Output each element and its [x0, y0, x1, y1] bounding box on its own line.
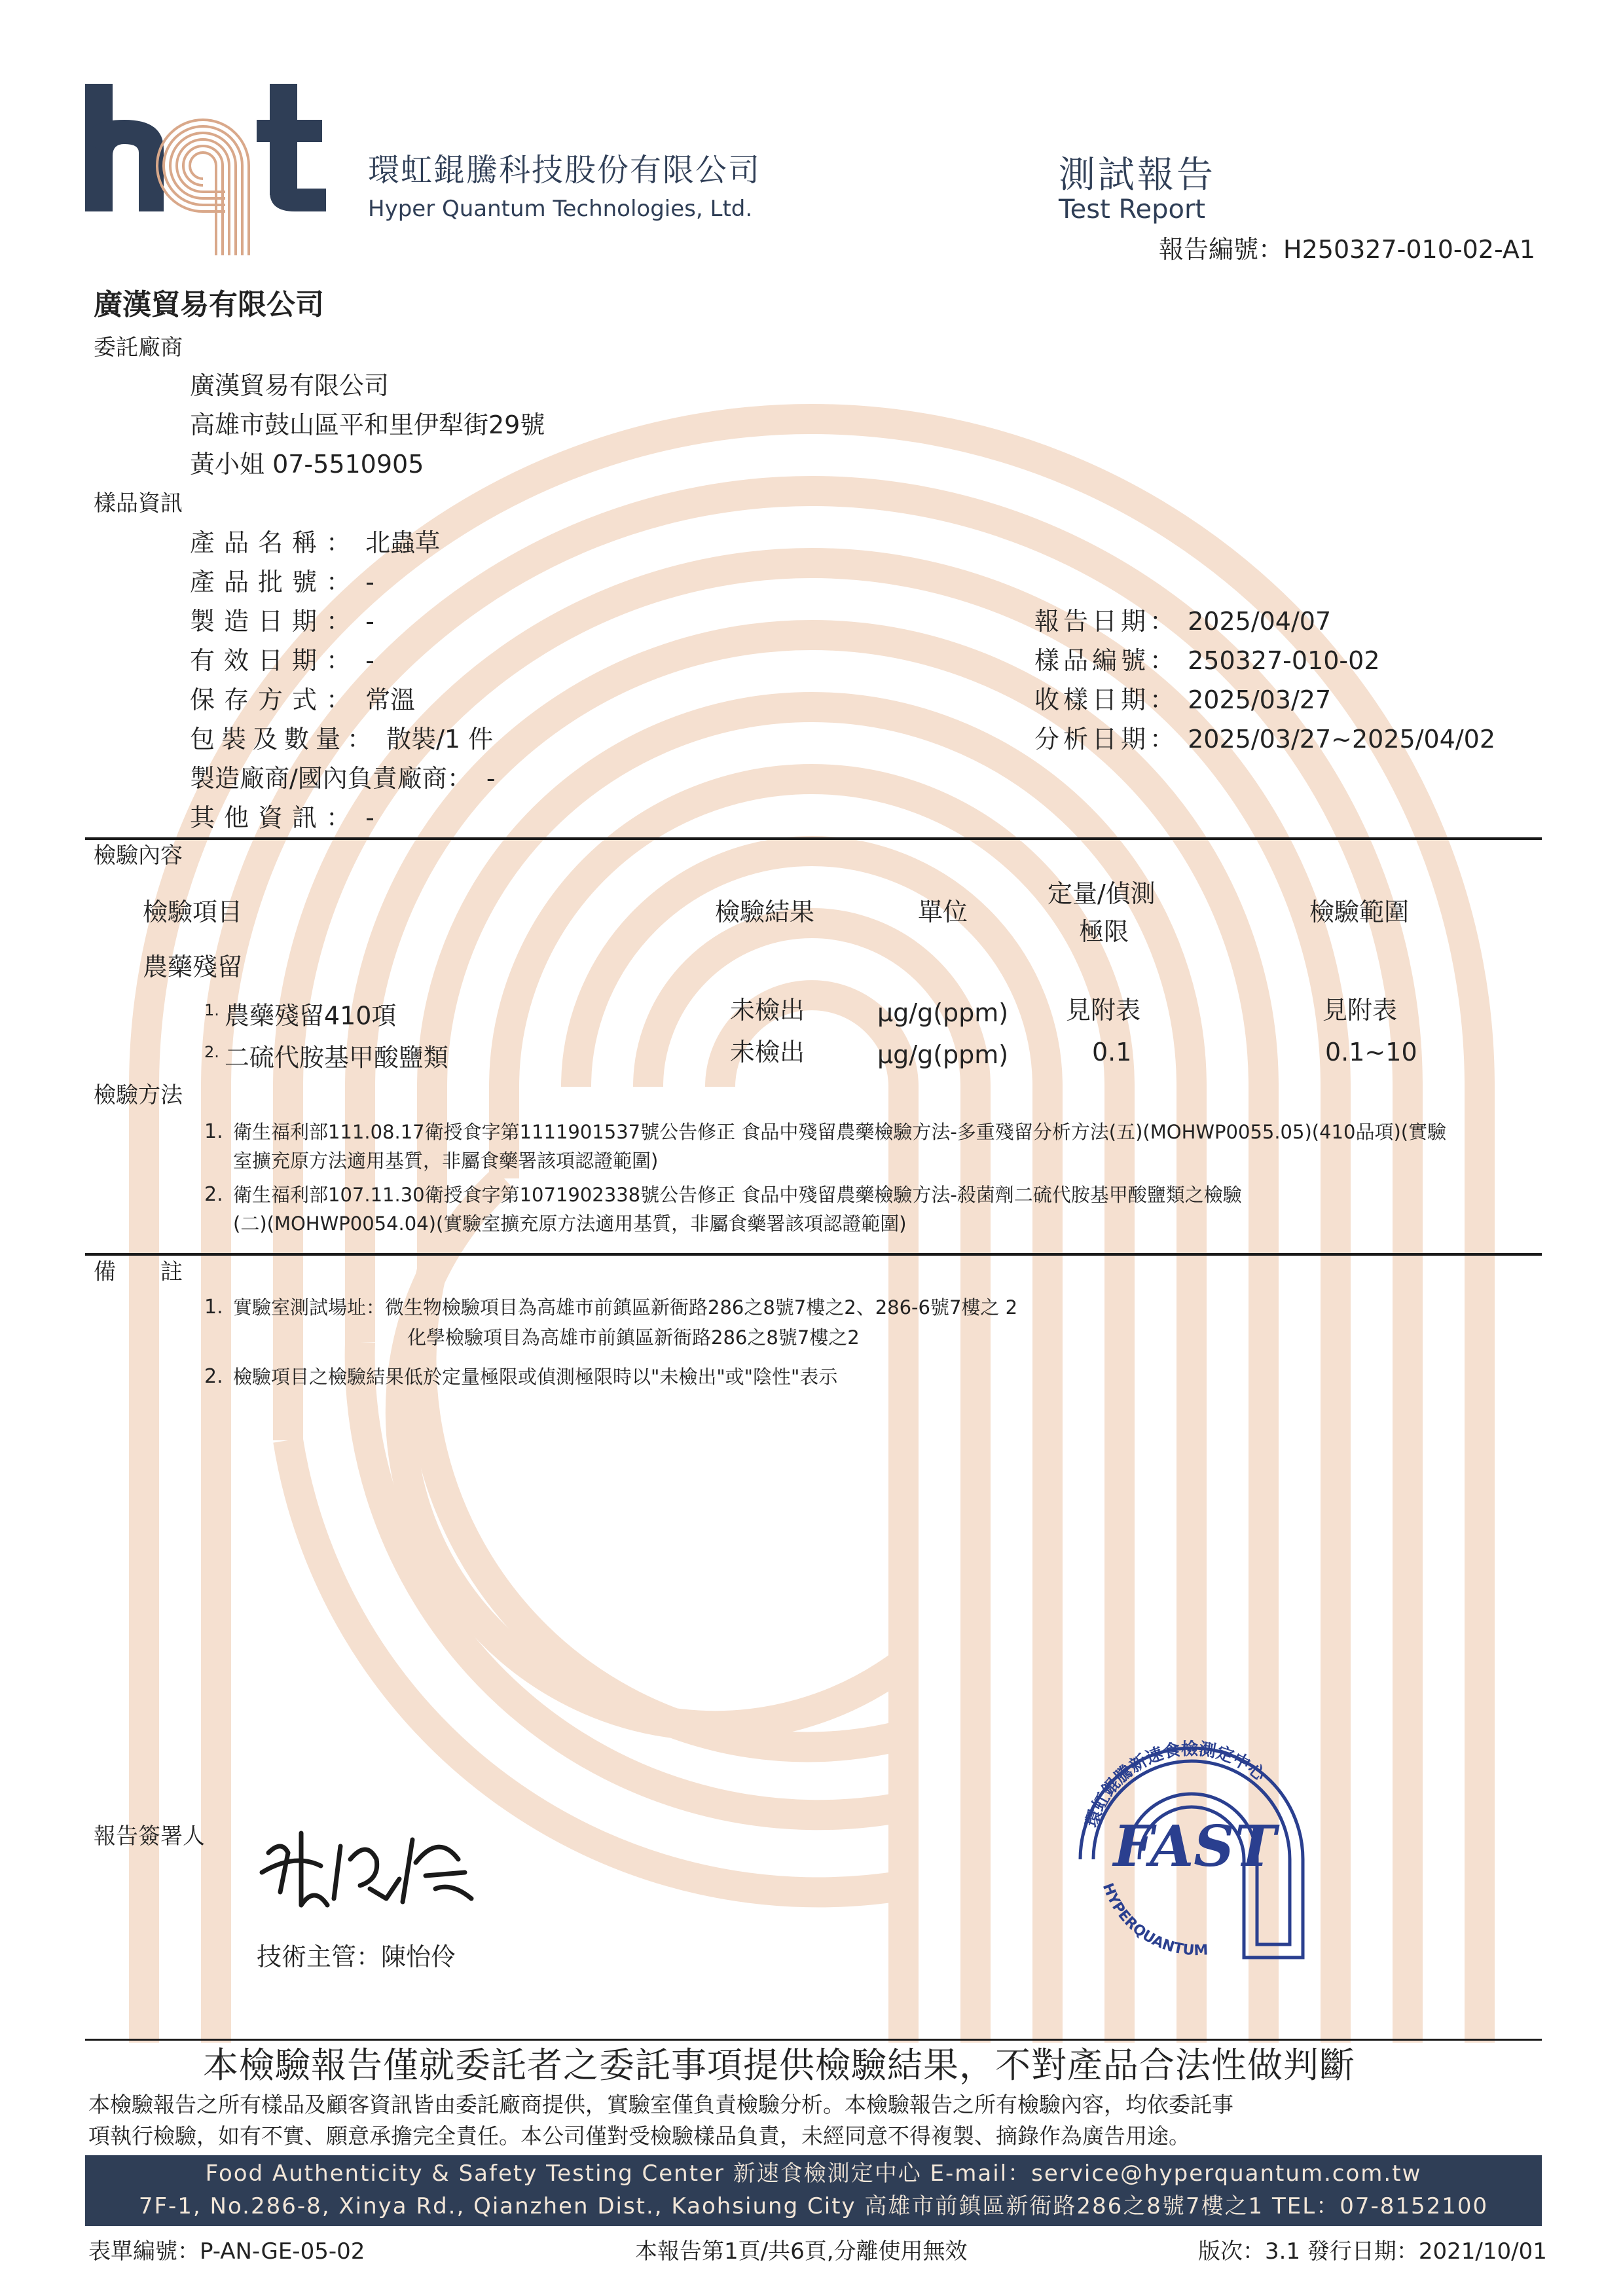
method-1-no: 1. [204, 1120, 223, 1143]
method-1-line2: 室擴充原方法適用基質，非屬食藥署該項認證範圍) [233, 1150, 659, 1172]
row-range: 見附表 [1322, 996, 1398, 1025]
row-no: 2. [204, 1043, 219, 1061]
sample-field-5: 包裝及數量： 散裝/1 件 [190, 725, 494, 754]
field-label: 製造廠商/國內負責廠商 [190, 764, 447, 793]
header-limit-1: 定量/偵測 [1048, 879, 1156, 908]
row-limit: 0.1 [1092, 1038, 1132, 1066]
row-no: 1. [204, 1001, 219, 1019]
field-label: 保存方式 [190, 685, 327, 714]
divider-disclaimer [85, 2039, 1542, 2041]
test-row-0 [204, 995, 396, 1031]
report-title-en: Test Report [1059, 194, 1206, 225]
row-range: 0.1~10 [1325, 1038, 1417, 1066]
field-value: - [365, 607, 374, 636]
methods-section-label: 檢驗方法 [94, 1082, 183, 1108]
row-result: 未檢出 [730, 1038, 805, 1066]
signature-label: 報告簽署人 [94, 1823, 205, 1850]
field-label: 有效日期 [190, 646, 327, 675]
report-number-value: H250327-010-02-A1 [1283, 235, 1536, 264]
disclaimer-line2: 項執行檢驗，如有不實、願意承擔完全責任。本公司僅對受檢驗樣品負責，未經同意不得複製、摘錄作為廣告用途。 [88, 2123, 1190, 2149]
header-range: 檢驗範圍 [1309, 898, 1410, 926]
note-2-no: 2. [204, 1365, 223, 1388]
field-value: 北蟲草 [365, 528, 441, 557]
test-category: 農藥殘留 [143, 953, 243, 981]
footer-band [85, 2155, 1542, 2226]
date-value: 2025/03/27~2025/04/02 [1188, 725, 1496, 754]
fast-seal [1067, 1702, 1316, 1964]
seal-text-bottom: HYPERQUANTUM [1099, 1881, 1209, 1959]
disclaimer-line1: 本檢驗報告之所有樣品及顧客資訊皆由委託廠商提供，實驗室僅負責檢驗分析。本檢驗報告之所有檢驗內容，均依委託事 [88, 2092, 1233, 2117]
date-value: 2025/04/07 [1188, 607, 1332, 636]
field-value: 散裝/1 件 [386, 725, 494, 754]
date-label: 收樣日期 [1034, 685, 1150, 714]
seal-text-top: 環虹錕騰新速食檢測定中心 [1082, 1739, 1269, 1830]
report-number [1159, 234, 1535, 264]
row-limit: 見附表 [1066, 996, 1141, 1025]
notes-section-label: 備 註 [94, 1259, 183, 1285]
header-unit: 單位 [918, 898, 968, 926]
date-value: 2025/03/27 [1188, 685, 1332, 714]
header-item: 檢驗項目 [143, 898, 243, 926]
field-label: 產品批號 [190, 568, 327, 596]
company-name-zh: 環虹錕騰科技股份有限公司 [368, 152, 761, 189]
signature-title: 技術主管：陳怡伶 [257, 1942, 456, 1971]
footer-band-line1: Food Authenticity & Safety Testing Center 新速食檢測定中心 E-mail：service@hyperquantum.com.tw [205, 2160, 1422, 2187]
disclaimer-headline: 本檢驗報告僅就委託者之委託事項提供檢驗結果，不對產品合法性做判斷 [203, 2045, 1355, 2086]
field-label: 其他資訊 [190, 803, 327, 832]
report-title-zh: 測試報告 [1059, 154, 1216, 196]
header-result: 檢驗結果 [715, 898, 815, 926]
handwritten-signature [255, 1813, 491, 1912]
divider-tests [85, 837, 1542, 840]
client-name: 廣漢貿易有限公司 [190, 371, 390, 400]
header-limit-2: 極限 [1079, 917, 1129, 946]
method-2-no: 2. [204, 1183, 223, 1206]
date-field-0: 報告日期： 2025/04/07 [1034, 607, 1332, 636]
client-address: 高雄市鼓山區平和里伊犁街29號 [190, 410, 545, 439]
date-field-1: 樣品編號： 250327-010-02 [1034, 646, 1380, 675]
sample-field-3: 有效日期： - [190, 646, 374, 675]
row-item: 二硫代胺基甲酸鹽類 [224, 1043, 448, 1072]
sample-field-0: 產品名稱： 北蟲草 [190, 528, 441, 557]
field-value: - [365, 803, 374, 832]
page-info: 本報告第1頁/共6頁,分離使用無效 [635, 2238, 968, 2265]
date-field-3: 分析日期： 2025/03/27~2025/04/02 [1034, 725, 1496, 754]
report-number-label: 報告編號： [1159, 235, 1284, 264]
field-value: - [365, 646, 374, 675]
client-contact: 黃小姐 07-5510905 [190, 450, 424, 479]
company-name-en: Hyper Quantum Technologies, Ltd. [368, 196, 753, 222]
test-row-1 [204, 1037, 448, 1073]
sample-field-1: 產品批號： - [190, 568, 374, 596]
hqt-logo [85, 84, 347, 255]
method-2-line2: (二)(MOHWP0054.04)(實驗室擴充原方法適用基質，非屬食藥署該項認證範圍) [233, 1212, 907, 1235]
note-2-line1: 檢驗項目之檢驗結果低於定量極限或偵測極限時以"未檢出"或"陰性"表示 [233, 1366, 838, 1388]
sample-field-4: 保存方式： 常溫 [190, 685, 416, 714]
form-number: 表單編號：P-AN-GE-05-02 [88, 2238, 365, 2265]
row-unit: μg/g(ppm) [877, 1040, 1009, 1069]
field-label: 產品名稱 [190, 528, 327, 557]
client-section-label: 委託廠商 [94, 335, 183, 361]
row-item: 農藥殘留410項 [224, 1001, 397, 1030]
field-label: 包裝及數量 [190, 725, 348, 754]
sample-field-6: 製造廠商/國內負責廠商： - [190, 764, 496, 793]
date-field-2: 收樣日期： 2025/03/27 [1034, 685, 1332, 714]
footer-band-line2: 7F-1, No.286-8, Xinya Rd., Qianzhen Dist., Kaohsiung City 高雄市前鎮區新衙路286之8號7樓之1 TEL：07-8152100 [138, 2193, 1489, 2219]
client-heading: 廣漢貿易有限公司 [94, 288, 324, 321]
divider-notes [85, 1253, 1542, 1256]
date-value: 250327-010-02 [1188, 646, 1380, 675]
tests-section-label: 檢驗內容 [94, 843, 183, 869]
sample-field-2: 製造日期： - [190, 607, 374, 636]
field-value: 常溫 [365, 685, 416, 714]
note-1-line2: 化學檢驗項目為高雄市前鎮區新衙路286之8號7樓之2 [407, 1326, 860, 1349]
date-label: 樣品編號 [1034, 646, 1150, 675]
date-label: 報告日期 [1034, 607, 1150, 636]
row-unit: μg/g(ppm) [877, 998, 1009, 1027]
field-value: - [365, 568, 374, 596]
seal-text-main: FAST [1113, 1813, 1277, 1880]
version-info: 版次：3.1 發行日期：2021/10/01 [1198, 2238, 1547, 2265]
note-1-line1: 實驗室測試場址：微生物檢驗項目為高雄市前鎮區新衙路286之8號7樓之2、286-6號7樓之 2 [233, 1296, 1018, 1319]
sample-field-7: 其他資訊： - [190, 803, 374, 832]
method-2-line1: 衛生福利部107.11.30衛授食字第1071902338號公告修正 食品中殘留農藥檢驗方法-殺菌劑二硫代胺基甲酸鹽類之檢驗 [233, 1184, 1242, 1206]
row-result: 未檢出 [730, 996, 805, 1025]
field-label: 製造日期 [190, 607, 327, 636]
method-1-line1: 衛生福利部111.08.17衛授食字第1111901537號公告修正 食品中殘留農藥檢驗方法-多重殘留分析方法(五)(MOHWP0055.05)(410品項)(實驗 [233, 1121, 1447, 1143]
date-label: 分析日期 [1034, 725, 1150, 754]
note-1-no: 1. [204, 1296, 223, 1319]
sample-section-label: 樣品資訊 [94, 490, 183, 517]
field-value: - [486, 764, 496, 793]
